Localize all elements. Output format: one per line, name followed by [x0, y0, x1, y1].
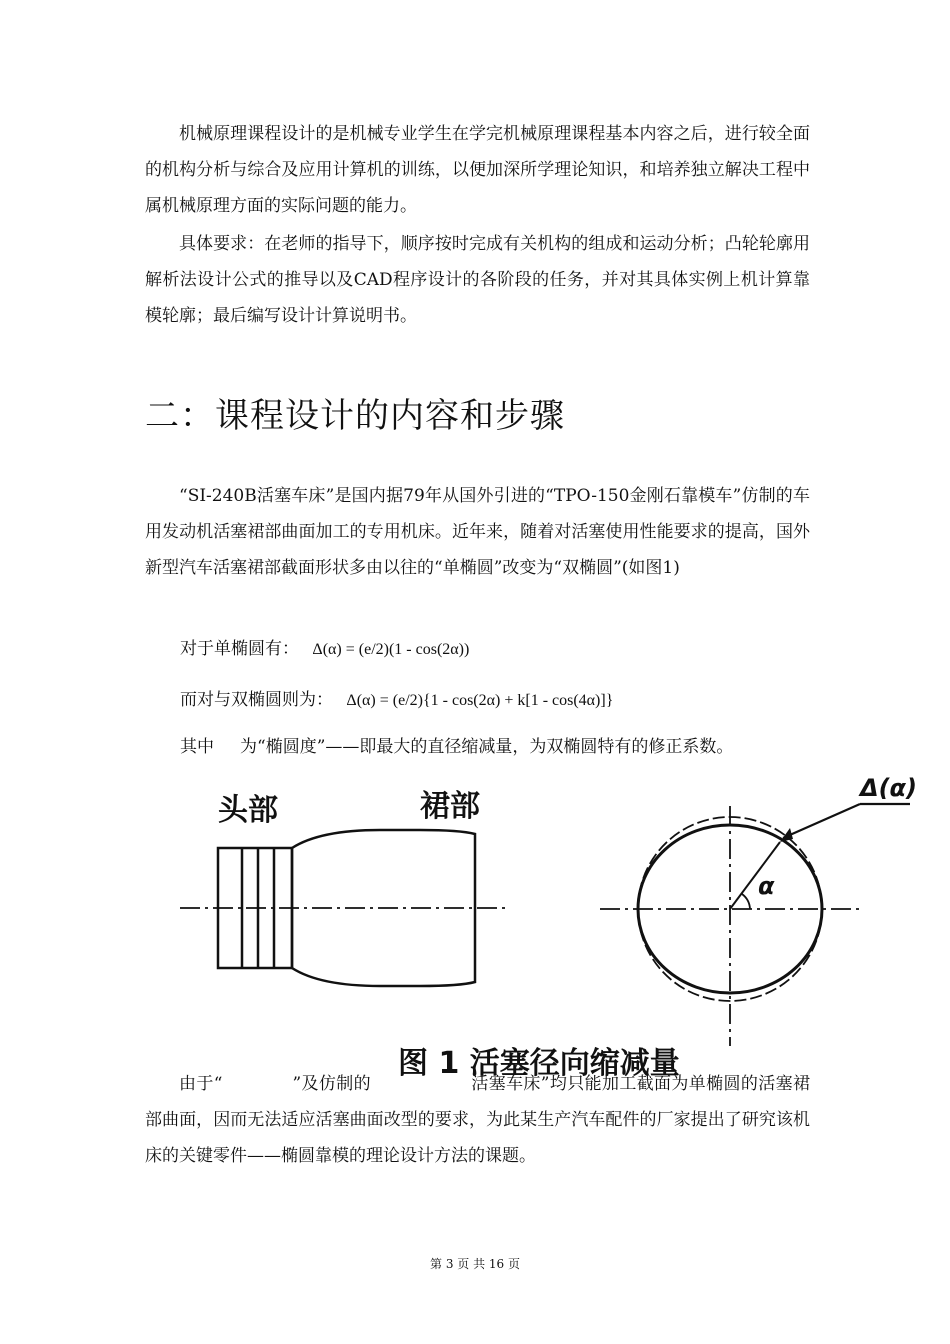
where-start: 其中: [180, 737, 214, 757]
double-ellipse-label: 而对与双椭圆则为：: [180, 690, 333, 710]
where-rest: 为“椭圆度”——即最大的直径缩减量，为双椭圆特有的修正系数。: [240, 737, 734, 757]
figure-label-delta: Δ(α): [860, 776, 917, 802]
double-ellipse-line: [180, 685, 613, 710]
single-ellipse-label: 对于单椭圆有：: [180, 639, 299, 659]
cross-section-view: [600, 804, 910, 1046]
figure-1-piston: [170, 776, 950, 1086]
intro-paragraph-2: 具体要求：在老师的指导下，顺序按时完成有关机构的组成和运动分析；凸轮轮廓用解析法设计公式的推导以及CAD程序设计的各阶段的任务，并对其具体实例上机计算靠模轮廓；最后编写设计计算说明书。: [145, 234, 810, 326]
p3-part-c: 活塞车床”均只能加工截面为单椭圆的活塞裙部曲面，因而无法适应活塞曲面改型的要求，为此某生产汽车配件的厂家提出了研究该机床的关键零件——椭圆靠模的理论设计方法的课题。: [145, 1074, 810, 1166]
p3-part-a: 由于“: [179, 1074, 223, 1094]
single-ellipse-line: [180, 634, 469, 659]
figure-caption: 图 1 活塞径向缩减量: [398, 1046, 680, 1081]
p3-part-b: ”及仿制的: [292, 1074, 371, 1094]
section-paragraph-1: “SI-240B活塞车床”是国内据79年从国外引进的“TPO-150金刚石靠模车”仿制的车用发动机活塞裙部曲面加工的专用机床。近年来，随着对活塞使用性能要求的提高，国外新型汽车活塞裙部截面形状多由以往的“单椭圆”改变为“双椭圆”(如图1): [145, 486, 810, 578]
figure-label-skirt: 裙部: [420, 789, 480, 824]
section-heading: 二：课程设计的内容和步骤: [145, 396, 565, 436]
where-line: [180, 732, 733, 757]
section-paragraph-3: [145, 1066, 810, 1174]
page-footer: 第 3 页 共 16 页: [430, 1257, 520, 1271]
double-ellipse-formula: Δ(α) = (e/2){1 - cos(2α) + k[1 - cos(4α)]}: [346, 692, 614, 709]
single-ellipse-formula: Δ(α) = (e/2)(1 - cos(2α)): [312, 641, 470, 658]
figure-label-head: 头部: [218, 793, 278, 828]
intro-paragraph-1: 机械原理课程设计的是机械专业学生在学完机械原理课程基本内容之后，进行较全面的机构分析与综合及应用计算机的训练，以便加深所学理论知识，和培养独立解决工程中属机械原理方面的实际问题的能力。: [145, 124, 810, 216]
figure-label-alpha: α: [758, 872, 775, 900]
